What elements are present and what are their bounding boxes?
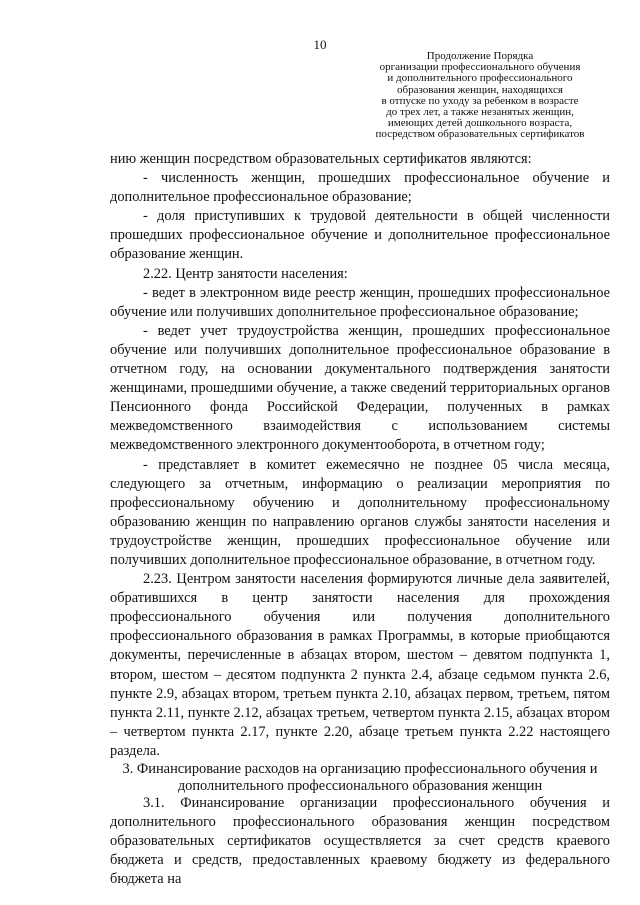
header-line: имеющих детей дошкольного возраста, <box>387 117 573 130</box>
header-line: в отпуске по уходу за ребенком в возрасте <box>381 94 579 107</box>
document-body <box>110 150 610 889</box>
header-line: организации профессионального обучения <box>379 61 581 74</box>
section-title: 3. Финансирование расходов на организацию профессионального обучения и дополнительного профессионального образования женщин <box>122 761 598 794</box>
paragraph: 3.1. Финансирование организации профессионального обучения и дополнительного профессионального образования женщин посредством образовательных сертификатов осуществляется за счет средств краевого бюджета и средств, предоставленных краевому бюджету из федерального бюджета на <box>110 795 610 888</box>
paragraph: 2.23. Центром занятости населения формируются личные дела заявителей, обратившихся в центр занятости населения для прохождения профессионального обучения или получения дополнительного профессионального образования в рамках Программы, в которые приобщаются документы, перечисленные в абзацах втором, шестом – девятом подпункта 1, втором, шестом – десятом подпункта 2 пункта 2.4, абзаце седьмом пункта 2.6, пункте 2.9, абзацах втором, третьем пункта 2.10, абзацах первом, третьем, пятом пункта 2.11, пункте 2.12, абзацах третьем, четвертом пункта 2.15, абзацах втором – четвертом пункта 2.17, пункте 2.20, абзаце третьем пункта 2.22 настоящего раздела. <box>110 571 610 759</box>
paragraph: - ведет учет трудоустройства женщин, прошедших профессиональное обучение или получивших дополнительное профессиональное образование в отчетном году, на основании документального подтверждения занятости женщинами, прошедшими обучение, а также сведений территориальных органов Пенсионного фонда Российской Федерации, полученных в рамках межведомственного взаимодействия с использованием системы межведомственного электронного документооборота, в отчетном году; <box>110 322 610 454</box>
header-line: и дополнительного профессионального <box>387 72 573 85</box>
paragraph: - численность женщин, прошедших профессиональное обучение и дополнительное профессиональное образование; <box>110 170 610 206</box>
paragraph: - представляет в комитет ежемесячно не позднее 05 числа месяца, следующего за отчетным, информацию о реализации мероприятия по профессиональному обучению и дополнительному профессиональному образованию женщин по направлению органов службы занятости населения и трудоустройстве женщин, прошедших профессиональное обучение или получивших дополнительное профессиональное образование, в отчетном году. <box>110 456 610 568</box>
paragraph: нию женщин посредством образовательных сертификатов являются: <box>110 151 532 167</box>
paragraph: - доля приступивших к трудовой деятельности в общей численности прошедших профессиональное обучение и дополнительное профессиональное образование женщин. <box>110 208 610 263</box>
section-item-heading: 2.22. Центр занятости населения: <box>143 265 348 282</box>
paragraph: - ведет в электронном виде реестр женщин, прошедших профессиональное обучение или получивших дополнительное профессиональное образование; <box>110 284 610 320</box>
header-line: посредством образовательных сертификатов <box>375 128 585 141</box>
header-line: образования женщин, находящихся <box>397 83 563 96</box>
page-number: 10 <box>313 37 327 52</box>
header-line: до трех лет, а также незанятых женщин, <box>386 106 574 119</box>
continuation-header <box>340 51 620 141</box>
header-line: Продолжение Порядка <box>426 50 534 62</box>
